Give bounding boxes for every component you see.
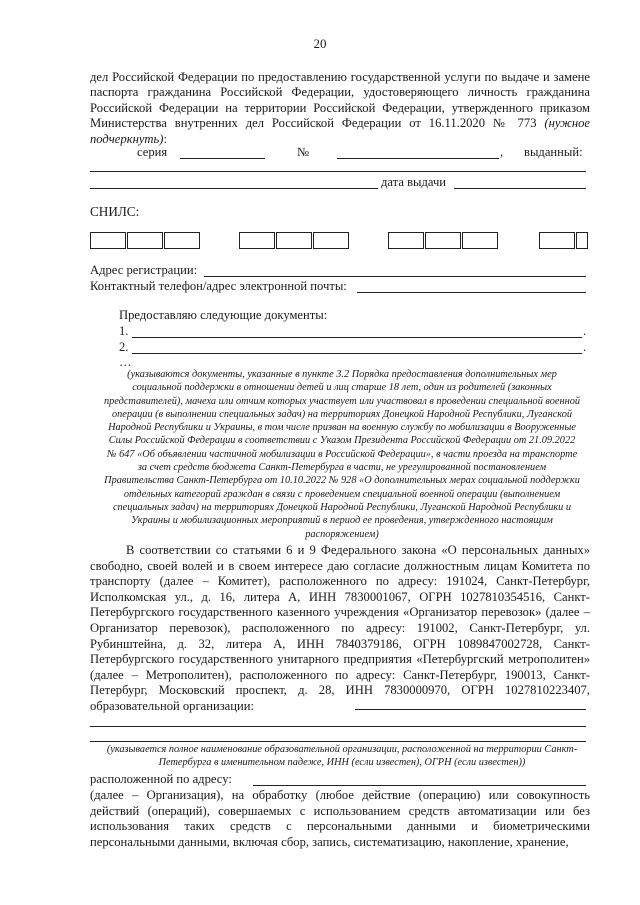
document-field-2[interactable] bbox=[132, 353, 582, 354]
issue-date-label: дата выдачи bbox=[381, 175, 447, 189]
intro-text: дел Российской Федерации по предоставлению государственной услуги по выдаче и замене паспорта гражданина Российской Федерации, удостоверяющего личность гражданина Российской Федерации на территории Российской Федерации, утвержденного приказом Министерства внутренних дел Российской Федерации от 16.11.2020 № 773 bbox=[90, 70, 590, 131]
issued-by-field-2[interactable] bbox=[90, 188, 378, 189]
passport-series-label: серия bbox=[137, 145, 168, 159]
snils-box[interactable] bbox=[90, 232, 126, 249]
organization-field-3[interactable] bbox=[90, 741, 586, 742]
consent-paragraph: В соответствии со статьями 6 и 9 Федерального закона «О персональных данных» свободно, своей волей и в своем интересе даю согласие должностным лицам Комитета по транспорту (далее – Комитет), расположенного по адресу: 191024, Санкт-Петербург, Исполкомская ул., д. 16, литера А, ИНН 7830001067, ОГРН 1027810354516, Санкт-Петербургского государственного казенного учреждения «Организатор перевозок» (далее – Организатор перевозок), расположенного по адресу: 191002, Санкт-Петербург, ул. Рубинштейна, д. 32, литера А, ИНН 7840379186, ОГРН 1089847002728, Санкт-Петербургского государственного унитарного предприятия «Петербургский метрополитен» (далее – Метрополитен), расположенного по адресу: Санкт-Петербург, 190013, Санкт-Петербург, Московский проспект, д. 28, ИНН 7830000970, ОГРН 1027810223407, образовательной организации: bbox=[90, 543, 590, 713]
snils-box[interactable] bbox=[164, 232, 200, 249]
snils-box[interactable] bbox=[388, 232, 424, 249]
passport-issued-label: выданный: bbox=[524, 145, 583, 159]
passport-number-label: № bbox=[297, 145, 310, 159]
contact-field[interactable] bbox=[357, 292, 586, 293]
snils-label: СНИЛС: bbox=[90, 204, 140, 219]
passport-comma: , bbox=[500, 145, 504, 159]
intro-italic-note: (нужное подчеркнуть) bbox=[90, 116, 590, 146]
document-item-number: 1. bbox=[119, 324, 129, 338]
intro-colon: : bbox=[163, 131, 167, 146]
documents-heading: Предоставляю следующие документы: bbox=[119, 308, 328, 322]
passport-number-field[interactable] bbox=[337, 158, 499, 159]
document-field-1[interactable] bbox=[132, 337, 582, 338]
snils-box[interactable] bbox=[462, 232, 498, 249]
snils-box[interactable] bbox=[425, 232, 461, 249]
org-address-field[interactable] bbox=[253, 785, 586, 786]
snils-box[interactable] bbox=[239, 232, 275, 249]
issue-date-field[interactable] bbox=[454, 188, 586, 189]
snils-box[interactable] bbox=[276, 232, 312, 249]
processing-paragraph: (далее – Организация), на обработку (любое действие (операцию) или совокупность действий (операций), совершаемых с использованием средств автоматизации или без использования таких средств с персональными данными и биометрическими персональными данными, включая сбор, запись, систематизацию, накопление, хранение, bbox=[90, 788, 590, 849]
organization-note: (указывается полное наименование образовательной организации, расположенной на территории Санкт-Петербурга в именительном падеже, ИНН (если известен), ОГРН (если известен)) bbox=[106, 744, 578, 769]
passport-series-field[interactable] bbox=[180, 158, 265, 159]
organization-field[interactable] bbox=[355, 709, 586, 710]
address-field[interactable] bbox=[204, 276, 586, 277]
org-address-label: расположенной по адресу: bbox=[90, 772, 232, 786]
snils-box[interactable] bbox=[576, 232, 588, 249]
document-item-number: 2. bbox=[119, 340, 129, 354]
document-item-terminator: . bbox=[583, 340, 587, 354]
documents-note: (указываются документы, указанные в пункте 3.2 Порядка предоставления дополнительных мер социальной поддержки в отношении детей и лиц старше 18 лет, один из родителей (законных представителей), мачеха или отчим которых участвует или участвовал в проведении специальной военной операции (в выполнении специальных задач) на территориях Донецкой Народной Республики, Луганской Народной Республики и Украины, в том числе призван на военную службу по мобилизации в Вооруженные Силы Российской Федерации в соответствии с Указом Президента Российской Федерации от 21.09.2022 № 647 «Об объявлении частичной мобилизации в Российской Федерации», в части проезда на транспорте за счет средств бюджета Санкт-Петербурга в части, не урегулированной постановлением Правительства Санкт-Петербурга от 10.10.2022 № 928 «О дополнительных мерах социальной поддержки отдельных категорий граждан в связи с проведением специальной военной операции (выполнением специальных задач) на территориях Донецкой Народной Республики, Луганской Народной Республики и Украины и мобилизационных мероприятий в период ее проведения, утвержденного настоящим распоряжением) bbox=[104, 369, 580, 540]
address-label: Адрес регистрации: bbox=[90, 263, 198, 277]
issued-by-field[interactable] bbox=[90, 171, 586, 172]
snils-box[interactable] bbox=[539, 232, 575, 249]
page-number: 20 bbox=[313, 36, 327, 51]
document-item-terminator: . bbox=[583, 324, 587, 338]
contact-label: Контактный телефон/адрес электронной почты: bbox=[90, 279, 347, 293]
snils-box[interactable] bbox=[127, 232, 163, 249]
documents-ellipsis: … bbox=[119, 355, 132, 369]
intro-paragraph bbox=[90, 70, 590, 147]
organization-field-2[interactable] bbox=[90, 726, 586, 727]
snils-box[interactable] bbox=[313, 232, 349, 249]
